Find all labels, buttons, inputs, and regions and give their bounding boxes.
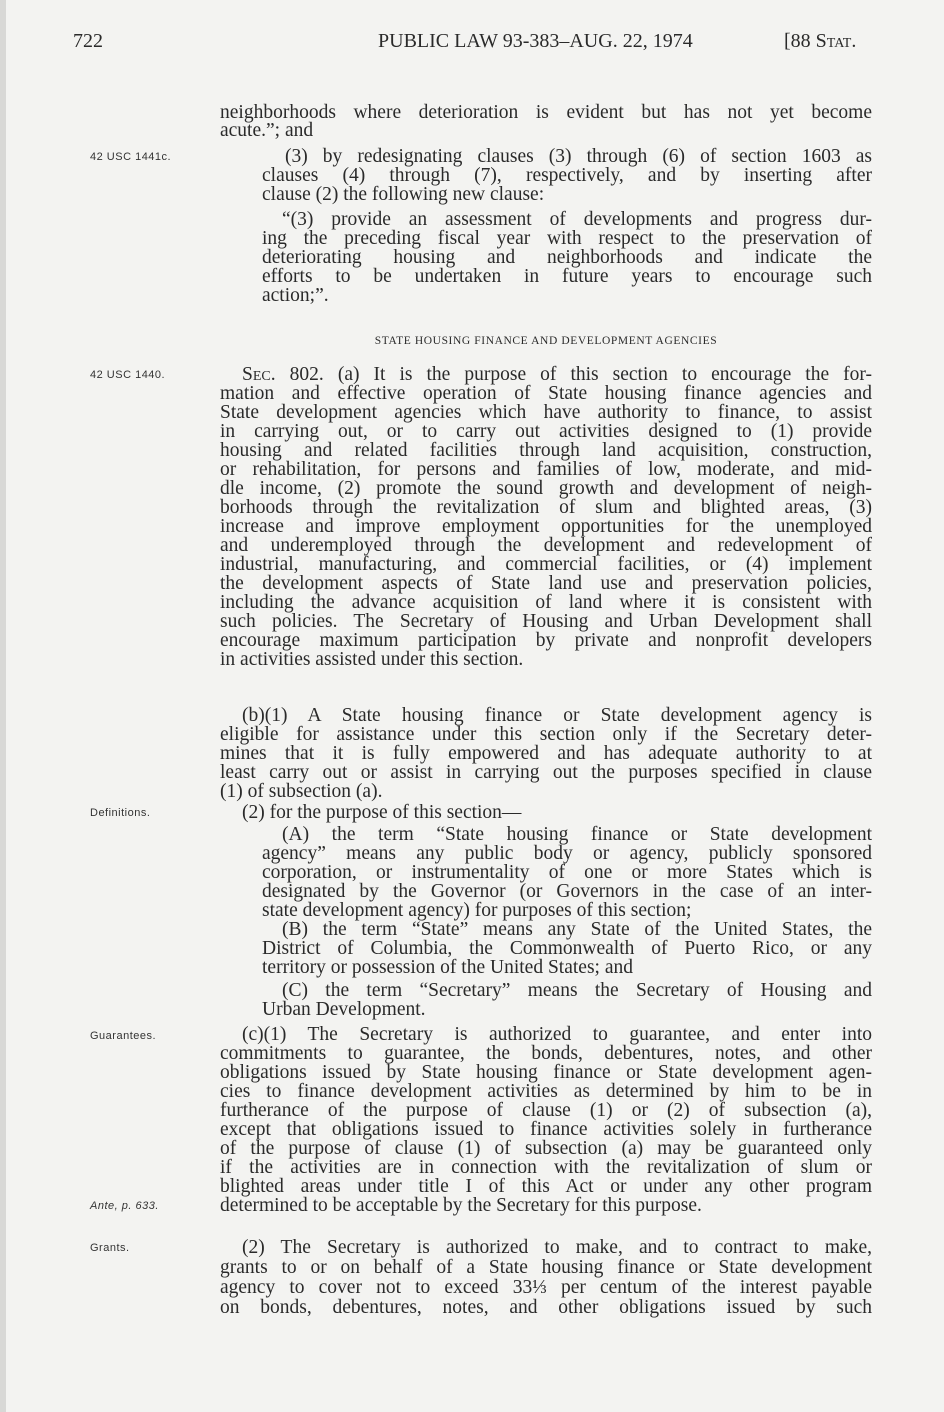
text-line: least carry out or assist in carrying out the purposes specified in clause bbox=[220, 762, 872, 783]
text-line: “(3) provide an assessment of developments and progress dur- bbox=[282, 209, 872, 230]
text-line: in carrying out, or to carry out activities designed to (1) provide bbox=[220, 421, 872, 442]
page-title: PUBLIC LAW 93-383–AUG. 22, 1974 bbox=[378, 30, 693, 52]
margin-note-guarantees: Guarantees. bbox=[90, 1030, 157, 1042]
text-line: agency” means any public body or agency, publicly sponsored bbox=[262, 843, 872, 864]
margin-note-definitions: Definitions. bbox=[90, 807, 151, 819]
text-line: (B) the term “State” means any State of the United States, the bbox=[282, 919, 872, 940]
text-line: (2) for the purpose of this section— bbox=[242, 802, 522, 823]
text-line: of the purpose of clause (1) of subsection (a) may be guaranteed only bbox=[220, 1138, 872, 1159]
statute-reference: [88 Stat. bbox=[784, 30, 857, 52]
text-line: ing the preceding fiscal year with respect to the preservation of bbox=[262, 228, 872, 249]
text-line: commitments to guarantee, the bonds, debentures, notes, and other bbox=[220, 1043, 872, 1064]
text-line: (C) the term “Secretary” means the Secretary of Housing and bbox=[282, 980, 872, 1001]
text-line: (1) of subsection (a). bbox=[220, 781, 383, 802]
text-line: action;”. bbox=[262, 285, 329, 306]
section-heading: STATE HOUSING FINANCE AND DEVELOPMENT AGENCIES bbox=[374, 335, 718, 347]
text-line: grants to or on behalf of a State housing finance or State development bbox=[220, 1257, 872, 1278]
text-line: furtherance of the purpose of clause (1) or (2) of subsection (a), bbox=[220, 1100, 872, 1121]
text-line: industrial, manufacturing, and commercial facilities, or (4) implement bbox=[220, 554, 872, 575]
text-line: neighborhoods where deterioration is evident but has not yet become bbox=[220, 102, 872, 123]
text-line: except that obligations issued to finance activities solely in furtherance bbox=[220, 1119, 872, 1140]
text-line: blighted areas under title I of this Act or under any other program bbox=[220, 1176, 872, 1197]
text-line: efforts to be undertaken in future years to encourage such bbox=[262, 266, 872, 287]
text-line: territory or possession of the United States; and bbox=[262, 957, 633, 978]
text-line: Sec. 802. (a) It is the purpose of this section to encourage the for- bbox=[242, 364, 872, 385]
text-line: such policies. The Secretary of Housing and Urban Development shall bbox=[220, 611, 872, 632]
margin-note-ante: Ante, p. 633. bbox=[90, 1200, 159, 1212]
page-number: 722 bbox=[73, 30, 103, 52]
margin-note-grants: Grants. bbox=[90, 1242, 130, 1254]
text-line: encourage maximum participation by private and nonprofit developers bbox=[220, 630, 872, 651]
text-line: dle income, (2) promote the sound growth and development of neigh- bbox=[220, 478, 872, 499]
text-line: and underemployed through the development and redevelopment of bbox=[220, 535, 872, 556]
text-line: the development aspects of State land use and preservation policies, bbox=[220, 573, 872, 594]
text-line: including the advance acquisition of land where it is consistent with bbox=[220, 592, 872, 613]
text-line: borhoods through the revitalization of slum and blighted areas, (3) bbox=[220, 497, 872, 518]
text-line: deteriorating housing and neighborhoods and indicate the bbox=[262, 247, 872, 268]
text-line: (c)(1) The Secretary is authorized to guarantee, and enter into bbox=[242, 1024, 872, 1045]
text-line: in activities assisted under this section. bbox=[220, 649, 524, 670]
text-line: increase and improve employment opportunities for the unemployed bbox=[220, 516, 872, 537]
text-line: housing and related facilities through land acquisition, construction, bbox=[220, 440, 872, 461]
text-line: agency to cover not to exceed 33⅓ per centum of the interest payable bbox=[220, 1277, 872, 1298]
text-line: obligations issued by State housing finance or State development agen- bbox=[220, 1062, 872, 1083]
text-line: District of Columbia, the Commonwealth of Puerto Rico, or any bbox=[262, 938, 872, 959]
text-line: mation and effective operation of State housing finance agencies and bbox=[220, 383, 872, 404]
margin-note-usc-1440: 42 USC 1440. bbox=[90, 369, 166, 381]
text-line: designated by the Governor (or Governors in the case of an inter- bbox=[262, 881, 872, 902]
text-line: mines that it is fully empowered and has adequate authority to at bbox=[220, 743, 872, 764]
text-line: eligible for assistance under this section only if the Secretary deter- bbox=[220, 724, 872, 745]
text-line: (2) The Secretary is authorized to make, and to contract to make, bbox=[242, 1237, 872, 1258]
text-line: cies to finance development activities as determined by him to be in bbox=[220, 1081, 872, 1102]
scan-edge bbox=[0, 0, 6, 1412]
text-line: (b)(1) A State housing finance or State development agency is bbox=[242, 705, 872, 726]
text-line: (A) the term “State housing finance or State development bbox=[282, 824, 872, 845]
text-line: on bonds, debentures, notes, and other obligations issued by such bbox=[220, 1297, 872, 1318]
text-line: clauses (4) through (7), respectively, and by inserting after bbox=[262, 165, 872, 186]
text-line: acute.”; and bbox=[220, 120, 314, 141]
text-line: if the activities are in connection with the revitalization of slum or bbox=[220, 1157, 872, 1178]
text-line: determined to be acceptable by the Secretary for this purpose. bbox=[220, 1195, 702, 1216]
text-line: Urban Development. bbox=[262, 999, 426, 1020]
margin-note-usc-1441c: 42 USC 1441c. bbox=[90, 151, 172, 163]
text-line: corporation, or instrumentality of one or more States which is bbox=[262, 862, 872, 883]
text-line: or rehabilitation, for persons and families of low, moderate, and mid- bbox=[220, 459, 872, 480]
text-line: state development agency) for purposes of this section; bbox=[262, 900, 692, 921]
text-line: clause (2) the following new clause: bbox=[262, 184, 545, 205]
text-line: State development agencies which have authority to finance, to assist bbox=[220, 402, 872, 423]
text-line: (3) by redesignating clauses (3) through (6) of section 1603 as bbox=[285, 146, 872, 167]
